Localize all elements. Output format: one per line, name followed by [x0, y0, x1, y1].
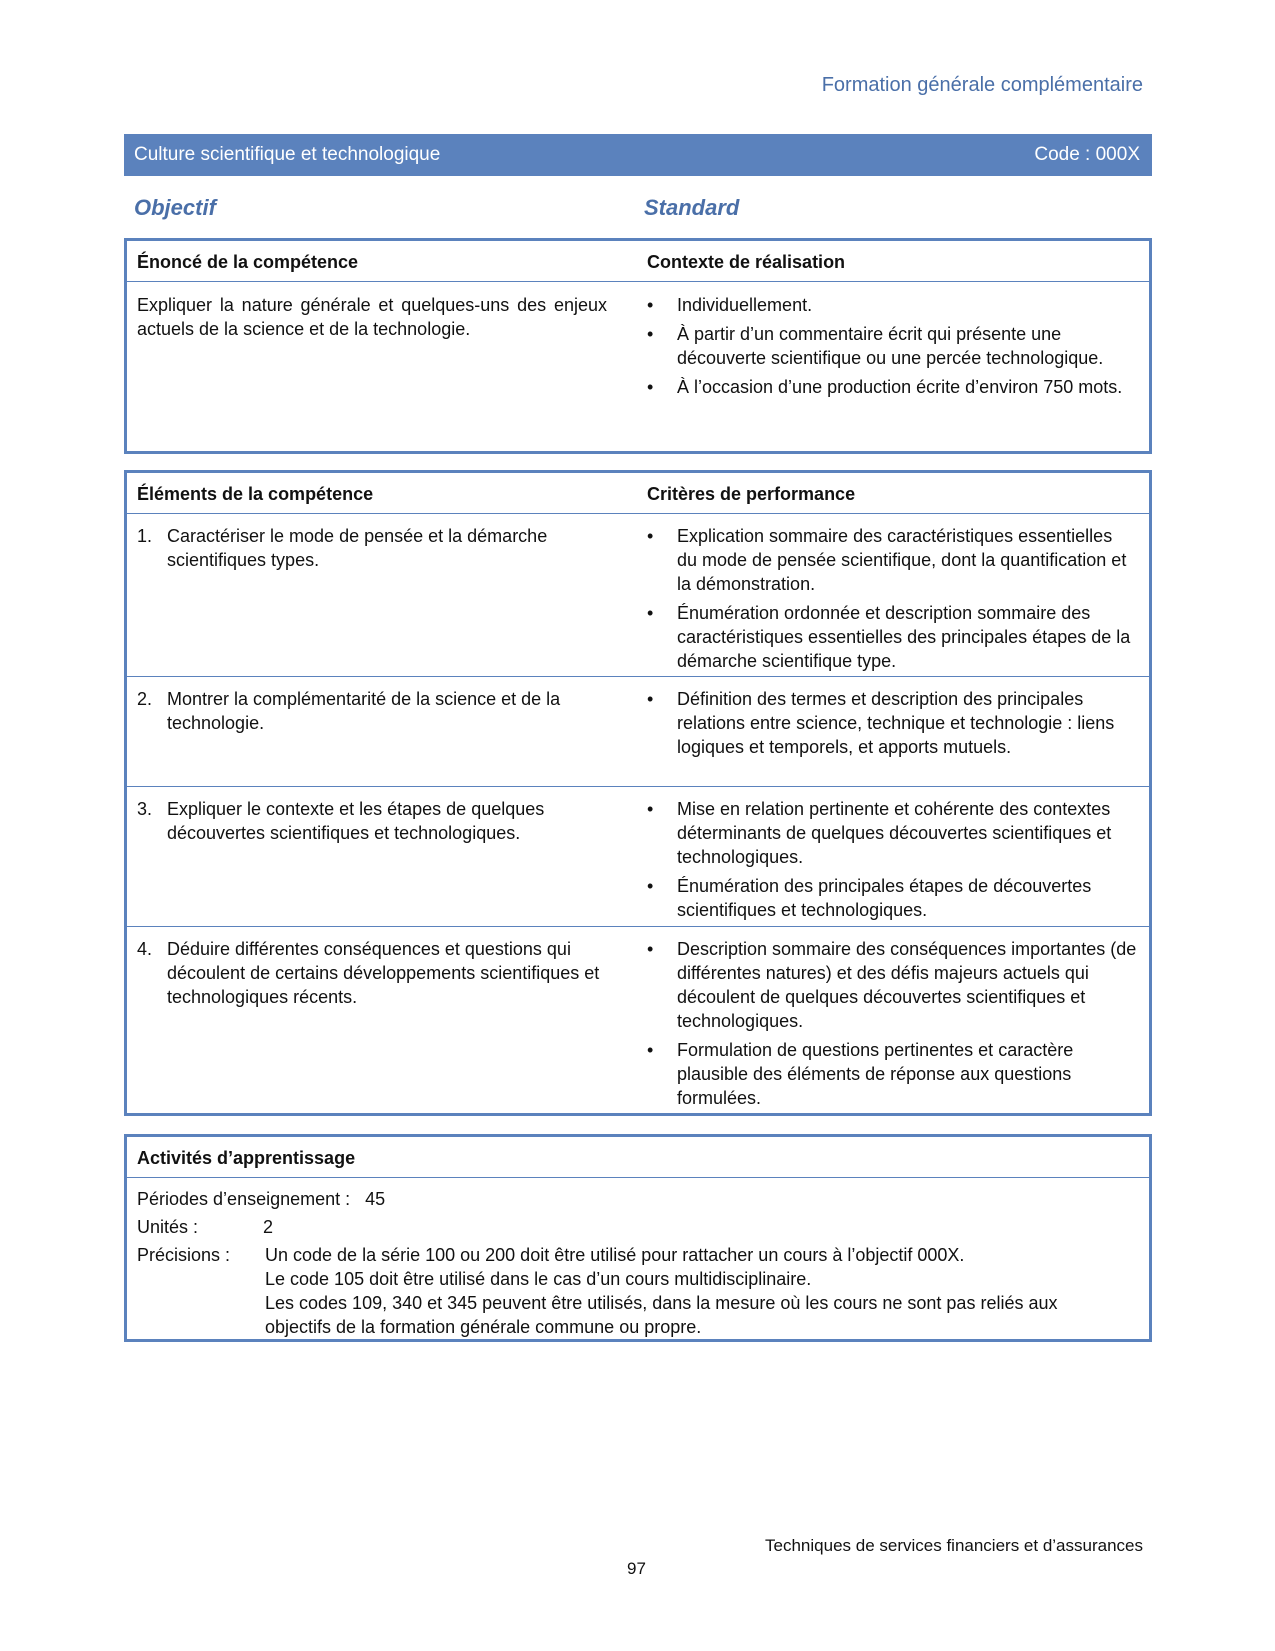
- element-text: Expliquer le contexte et les étapes de quelques découvertes scientifiques et technologiques.: [167, 799, 545, 843]
- element-text: Déduire différentes conséquences et questions qui découlent de certains développements scientifiques et technologiques récents.: [167, 939, 600, 1007]
- element-cell: [137, 797, 617, 845]
- element-number: 1.: [137, 526, 153, 546]
- activities-heading: Activités d’apprentissage: [137, 1148, 356, 1168]
- criteria-item: • Énumération ordonnée et description sommaire des caractéristiques essentielles des principales étapes de la démarche scientifique type.: [647, 601, 1137, 673]
- precisions-label: Précisions :: [137, 1245, 231, 1265]
- criteria-cell: [647, 937, 1137, 1115]
- course-title-bar: [124, 134, 1152, 176]
- page-number: 97: [627, 1559, 646, 1578]
- course-code: Code : 000X: [1034, 144, 1140, 165]
- element-row: [127, 677, 1149, 787]
- competence-statement-heading: Énoncé de la compétence: [137, 252, 359, 272]
- units-value: 2: [263, 1217, 274, 1237]
- context-list: [647, 293, 1137, 404]
- elements-heading: Éléments de la compétence: [137, 484, 374, 504]
- activities-box: [124, 1134, 1152, 1342]
- precision-item: Un code de la série 100 ou 200 doit être utilisé pour rattacher un cours à l’objectif 000X.: [265, 1245, 965, 1265]
- element-text: Caractériser le mode de pensée et la démarche scientifiques types.: [167, 526, 548, 570]
- context-item: • Individuellement.: [647, 293, 1137, 317]
- element-number: 3.: [137, 799, 153, 819]
- element-number: 2.: [137, 689, 153, 709]
- standard-label: Standard: [644, 195, 740, 220]
- elements-box: [124, 470, 1152, 1116]
- criteria-item: • Définition des termes et description des principales relations entre science, technique et technologie : liens logiques et temporels, et apports mutuels.: [647, 687, 1137, 759]
- context-item: • À l’occasion d’une production écrite d’environ 750 mots.: [647, 375, 1137, 399]
- criteria-cell: [647, 524, 1137, 678]
- course-title: Culture scientifique et technologique: [134, 144, 441, 165]
- periods-value: 45: [365, 1189, 386, 1209]
- criteria-item: • Description sommaire des conséquences importantes (de différentes natures) et des défis majeurs actuels qui découlent de quelques découvertes scientifiques et technologiques.: [647, 937, 1137, 1033]
- competence-header: [127, 241, 1149, 282]
- element-row: [127, 787, 1149, 927]
- criteria-item: • Énumération des principales étapes de découvertes scientifiques et technologiques.: [647, 874, 1137, 922]
- element-row: [127, 927, 1149, 1115]
- units-line: [137, 1215, 273, 1239]
- periods-line: [137, 1187, 385, 1211]
- element-cell: [137, 687, 617, 735]
- elements-header: [127, 473, 1149, 514]
- units-label: Unités :: [137, 1217, 199, 1237]
- objectif-label: Objectif: [134, 195, 216, 220]
- activities-header: [127, 1137, 1149, 1178]
- competence-box: [124, 238, 1152, 454]
- criteria-item: • Formulation de questions pertinentes et caractère plausible des éléments de réponse aux questions formulées.: [647, 1038, 1137, 1110]
- competence-statement: Expliquer la nature générale et quelques-uns des enjeux actuels de la science et de la technologie.: [137, 295, 607, 339]
- context-item: • À partir d’un commentaire écrit qui présente une découverte scientifique ou une percée technologique.: [647, 322, 1137, 370]
- element-row: [127, 514, 1149, 677]
- program-header: Formation générale complémentaire: [821, 74, 1143, 96]
- periods-label: Périodes d’enseignement :: [137, 1189, 351, 1209]
- criteria-item: • Explication sommaire des caractéristiques essentielles du mode de pensée scientifique, dont la quantification et la démonstration.: [647, 524, 1137, 596]
- element-text: Montrer la complémentarité de la science et de la technologie.: [167, 689, 561, 733]
- criteria-cell: [647, 797, 1137, 927]
- element-cell: [137, 524, 617, 572]
- footer-program: Techniques de services financiers et d’assurances: [765, 1536, 1143, 1555]
- criteria-heading: Critères de performance: [647, 484, 856, 504]
- element-cell: [137, 937, 617, 1009]
- element-number: 4.: [137, 939, 153, 959]
- context-heading: Contexte de réalisation: [647, 252, 846, 272]
- precisions-text: [265, 1243, 1085, 1339]
- criteria-item: • Mise en relation pertinente et cohérente des contextes déterminants de quelques découvertes scientifiques et technologiques.: [647, 797, 1137, 869]
- precision-item: Les codes 109, 340 et 345 peuvent être utilisés, dans la mesure où les cours ne sont pas reliés aux objectifs de la formation générale commune ou propre.: [265, 1293, 1058, 1337]
- precision-item: Le code 105 doit être utilisé dans le cas d’un cours multidisciplinaire.: [265, 1269, 812, 1289]
- criteria-cell: [647, 687, 1137, 764]
